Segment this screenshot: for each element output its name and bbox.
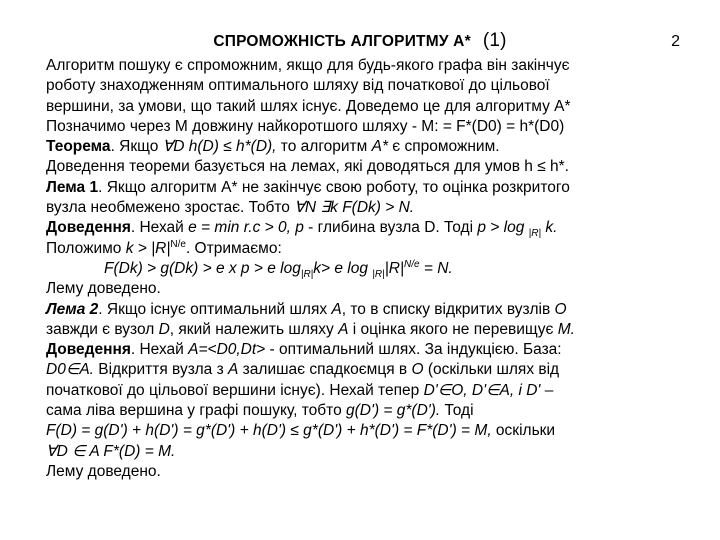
- title-text: СПРОМОЖНІСТЬ АЛГОРИТМУ А*: [213, 33, 471, 50]
- proof2-l2-e: О: [411, 361, 424, 379]
- proof2-l3-b: D'∈O, D'∈A, і D' –: [423, 381, 554, 399]
- proof1-f2-end: k.: [541, 219, 558, 237]
- proof2-line-4: [46, 401, 696, 421]
- proof2-l5-a: F(D) = g(D') + h(D') = g*(D') + h(D') ≤ g*(D') + h*(D') = F*(D') = M,: [46, 422, 492, 440]
- lemma2-line-2: [46, 320, 696, 340]
- lemma1-text-2: вузла необмежено зростає. Тобто: [46, 199, 295, 217]
- lemma2-text-d: О: [554, 300, 567, 318]
- proof1-text: . Нехай: [130, 219, 189, 237]
- lemma1-label: Лема 1: [46, 178, 99, 196]
- title-number: (1): [482, 30, 507, 51]
- intro-line-1: Алгоритм пошуку є спроможним, якщо для будь-якого графа він закінчує: [46, 57, 570, 74]
- lemma2-l2-c: , який належить шляху: [169, 320, 339, 338]
- theorem-condition: ∀D h(D) ≤ h*(D),: [162, 138, 277, 156]
- proof1-f2: p > log: [477, 219, 529, 237]
- proof2-l1-a: . Нехай: [130, 341, 189, 359]
- proof2-l3-a: початкової до цільової вершини існує). Нехай тепер: [46, 381, 424, 399]
- theorem-label: Теорема: [46, 138, 111, 156]
- page-title: [0, 30, 720, 52]
- proof1-l2-sup: N/e: [170, 238, 186, 250]
- proof2-line-6: [46, 442, 696, 462]
- proof1-label: Доведення: [46, 219, 131, 237]
- proof1-equation: [104, 258, 453, 281]
- lemma2-l2-d: А: [338, 320, 349, 338]
- proof2-line-3: [46, 381, 696, 401]
- lemma2-text-b: А: [331, 300, 342, 318]
- proof2-l6: ∀D ∈ A F*(D) = M.: [46, 442, 176, 460]
- lemma2-l2-e: і оцінка якого не перевищує: [348, 320, 558, 338]
- lemma2-label: Лема 2: [46, 300, 99, 318]
- proof1-end: Лему доведено.: [46, 280, 161, 298]
- eq-sub-2: |R|: [372, 269, 385, 281]
- lemma1-formula: ∀N ∃k F(Dk) > N.: [294, 199, 415, 217]
- intro-line-3: вершини, за умови, що такий шлях існує. Доведемо це для алгоритму А*: [46, 97, 571, 115]
- proof1-formula: е = min r.c > 0, p: [188, 219, 304, 237]
- proof2-l1-b: А=<D0,Dt>: [188, 341, 266, 359]
- page-number: 2: [671, 33, 680, 50]
- lemma1-line-1: [46, 178, 696, 198]
- lemma2-l2-b: D: [158, 320, 170, 338]
- lemma2-text-a: . Якщо існує оптимальний шлях: [98, 300, 332, 318]
- eq-a: F(Dk) > g(Dk) > е x p > е log: [104, 259, 301, 277]
- proof2-l2-a: D0∈А.: [46, 361, 94, 379]
- theorem-text-2: то алгоритм: [276, 138, 372, 156]
- intro-line-2: роботу знаходженням оптимального шляху від початкової до цільової: [46, 77, 550, 95]
- lemma2-l2-f: М.: [557, 320, 575, 338]
- proof1-line-2: [46, 239, 696, 259]
- lemma1-text: . Якщо алгоритм A* не закінчує свою роботу, то оцінка розкритого: [98, 178, 570, 196]
- eq-sub-1: |R|: [300, 269, 314, 281]
- document-body: [46, 56, 696, 482]
- theorem-text: . Якщо: [110, 138, 163, 156]
- proof2-l1-c: - оптимальний шлях. За індукцією. База:: [265, 341, 562, 359]
- lemma1-line-2: [46, 198, 696, 218]
- eq-c: |R|: [384, 259, 404, 277]
- proof2-end: Лему доведено.: [46, 462, 161, 480]
- proof2-l2-d: залишає спадкоємця в: [238, 361, 412, 379]
- proof2-line-2: [46, 360, 696, 380]
- lemma2-line-1: [46, 300, 696, 320]
- eq-d: = N.: [419, 259, 453, 277]
- theorem-text-3: є спроможним.: [387, 138, 500, 156]
- proof2-l2-f: (оскільки шлях від: [423, 361, 560, 379]
- proof1-f2-sub: |R|: [528, 228, 542, 240]
- proof2-l4-b: g(D') = g*(D').: [346, 402, 441, 420]
- proof1-l2-end: . Отримаємо:: [185, 239, 282, 257]
- proof1-text-2: - глибина вузла D. Тоді: [303, 219, 478, 237]
- lemma2-text-c: , то в списку відкритих вузлів: [341, 300, 555, 318]
- theorem-line: [46, 137, 696, 157]
- proof2-l2-c: А: [228, 361, 239, 379]
- proof1-line-3: [46, 259, 696, 279]
- intro-line-4-text: Позначимо через М довжину найкоротшого шляху - М: = F*(D0) = h*(D0): [46, 117, 565, 135]
- proof2-line-5: [46, 421, 696, 441]
- proof1-line-1: [46, 218, 696, 238]
- intro-line-4: [46, 117, 696, 137]
- proof2-l2-b: Відкриття вузла з: [93, 361, 229, 379]
- proof1-l2-formula: k > |R|: [125, 239, 171, 257]
- proof2-l4-c: Тоді: [440, 402, 474, 420]
- proof2-line-1: [46, 340, 696, 360]
- eq-b: k> е log: [313, 259, 373, 277]
- eq-sup: N/e: [403, 258, 420, 270]
- proof2-l4-a: сама ліва вершина у графі пошуку, тобто: [46, 402, 347, 420]
- proof1-formula-2: [477, 219, 558, 240]
- proof2-l5-b: оскільки: [491, 422, 556, 440]
- lemma2-l2-a: завжди є вузол: [46, 320, 159, 338]
- theorem-basis-line: Доведення теореми базується на лемах, які доводяться для умов h ≤ h*.: [46, 158, 569, 176]
- proof2-label: Доведення: [46, 341, 131, 359]
- proof1-l2-text: Положимо: [46, 239, 126, 257]
- theorem-algorithm: A*: [371, 138, 388, 156]
